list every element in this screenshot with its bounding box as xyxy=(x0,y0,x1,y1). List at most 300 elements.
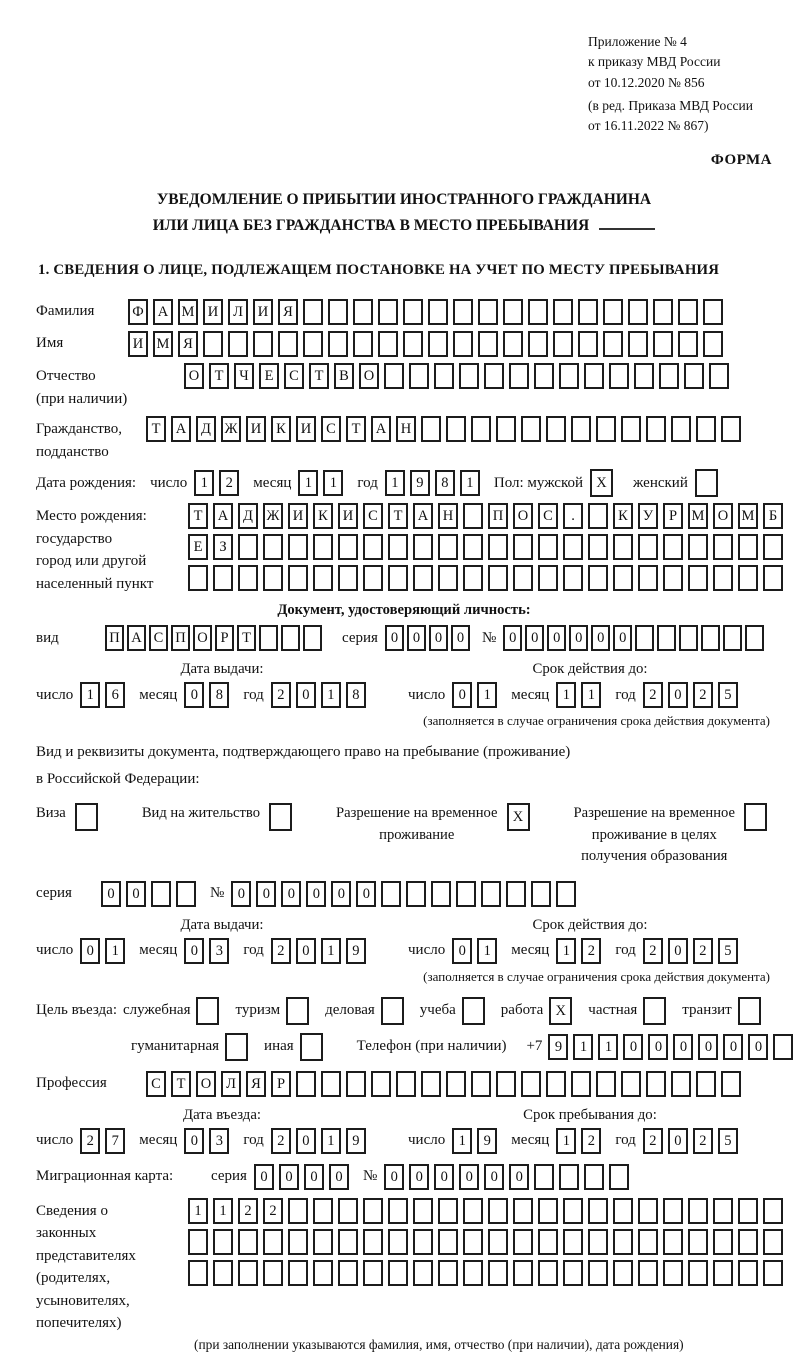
char-box[interactable]: 0 xyxy=(503,625,522,651)
char-box[interactable] xyxy=(703,331,723,357)
char-box[interactable]: М xyxy=(153,331,173,357)
char-box[interactable] xyxy=(588,534,608,560)
char-box[interactable]: 0 xyxy=(668,1128,688,1154)
char-box[interactable]: 2 xyxy=(643,682,663,708)
char-box[interactable] xyxy=(338,1260,358,1286)
char-box[interactable] xyxy=(338,1229,358,1255)
char-box[interactable]: 2 xyxy=(263,1198,283,1224)
char-box[interactable]: 1 xyxy=(188,1198,208,1224)
char-box[interactable] xyxy=(381,997,404,1025)
char-box[interactable] xyxy=(588,565,608,591)
char-box[interactable] xyxy=(328,331,348,357)
char-box[interactable] xyxy=(453,331,473,357)
char-box[interactable]: X xyxy=(549,997,572,1025)
char-box[interactable]: О xyxy=(193,625,212,651)
char-box[interactable]: X xyxy=(590,469,613,497)
char-box[interactable] xyxy=(313,1260,333,1286)
char-box[interactable] xyxy=(538,1260,558,1286)
char-box[interactable]: 2 xyxy=(581,938,601,964)
char-box[interactable] xyxy=(696,416,716,442)
char-box[interactable] xyxy=(678,331,698,357)
char-box[interactable] xyxy=(463,565,483,591)
char-box[interactable]: 9 xyxy=(548,1034,568,1060)
char-box[interactable] xyxy=(713,565,733,591)
char-box[interactable]: 2 xyxy=(80,1128,100,1154)
char-box[interactable]: Т xyxy=(309,363,329,389)
char-box[interactable]: 0 xyxy=(331,881,351,907)
char-box[interactable] xyxy=(413,565,433,591)
char-box[interactable] xyxy=(388,1260,408,1286)
char-box[interactable] xyxy=(663,534,683,560)
char-box[interactable] xyxy=(228,331,248,357)
char-box[interactable] xyxy=(563,534,583,560)
char-box[interactable]: 5 xyxy=(718,1128,738,1154)
char-box[interactable] xyxy=(763,565,783,591)
char-box[interactable] xyxy=(462,997,485,1025)
char-box[interactable]: Л xyxy=(228,299,248,325)
char-box[interactable] xyxy=(763,534,783,560)
char-box[interactable]: 0 xyxy=(296,682,316,708)
char-box[interactable] xyxy=(546,416,566,442)
char-box[interactable]: Е xyxy=(259,363,279,389)
char-box[interactable] xyxy=(363,1229,383,1255)
char-box[interactable] xyxy=(738,997,761,1025)
char-box[interactable]: Л xyxy=(221,1071,241,1097)
char-box[interactable] xyxy=(553,299,573,325)
char-box[interactable] xyxy=(363,1198,383,1224)
char-box[interactable]: 0 xyxy=(356,881,376,907)
char-box[interactable]: 1 xyxy=(452,1128,472,1154)
char-box[interactable]: Н xyxy=(396,416,416,442)
char-box[interactable] xyxy=(603,331,623,357)
char-box[interactable] xyxy=(488,1260,508,1286)
char-box[interactable] xyxy=(446,1071,466,1097)
char-box[interactable]: 0 xyxy=(184,682,204,708)
char-box[interactable] xyxy=(613,1229,633,1255)
char-box[interactable]: 2 xyxy=(271,1128,291,1154)
char-box[interactable]: 2 xyxy=(643,1128,663,1154)
char-box[interactable]: П xyxy=(105,625,124,651)
char-box[interactable]: Т xyxy=(346,416,366,442)
char-box[interactable] xyxy=(638,1229,658,1255)
char-box[interactable]: 0 xyxy=(484,1164,504,1190)
char-box[interactable]: 0 xyxy=(668,682,688,708)
char-box[interactable] xyxy=(488,1198,508,1224)
char-box[interactable] xyxy=(521,416,541,442)
char-box[interactable] xyxy=(553,331,573,357)
char-box[interactable] xyxy=(188,565,208,591)
char-box[interactable] xyxy=(603,299,623,325)
char-box[interactable]: 9 xyxy=(346,1128,366,1154)
char-box[interactable]: 1 xyxy=(573,1034,593,1060)
char-box[interactable] xyxy=(263,534,283,560)
char-box[interactable] xyxy=(688,565,708,591)
char-box[interactable] xyxy=(703,299,723,325)
char-box[interactable]: 6 xyxy=(105,682,125,708)
char-box[interactable] xyxy=(638,1260,658,1286)
char-box[interactable] xyxy=(609,363,629,389)
char-box[interactable] xyxy=(471,1071,491,1097)
char-box[interactable]: Ж xyxy=(263,503,283,529)
char-box[interactable] xyxy=(363,1260,383,1286)
char-box[interactable]: 1 xyxy=(321,1128,341,1154)
char-box[interactable]: 0 xyxy=(668,938,688,964)
char-box[interactable] xyxy=(628,299,648,325)
char-box[interactable] xyxy=(663,565,683,591)
char-box[interactable] xyxy=(563,1260,583,1286)
char-box[interactable]: Р xyxy=(663,503,683,529)
char-box[interactable] xyxy=(300,1033,323,1061)
char-box[interactable]: 0 xyxy=(525,625,544,651)
char-box[interactable]: 0 xyxy=(459,1164,479,1190)
char-box[interactable]: 0 xyxy=(673,1034,693,1060)
char-box[interactable] xyxy=(371,1071,391,1097)
char-box[interactable] xyxy=(428,331,448,357)
char-box[interactable] xyxy=(463,1260,483,1286)
char-box[interactable] xyxy=(381,881,401,907)
char-box[interactable]: 2 xyxy=(581,1128,601,1154)
char-box[interactable] xyxy=(196,997,219,1025)
char-box[interactable] xyxy=(738,534,758,560)
char-box[interactable]: 2 xyxy=(238,1198,258,1224)
char-box[interactable] xyxy=(509,363,529,389)
char-box[interactable] xyxy=(363,534,383,560)
char-box[interactable]: И xyxy=(338,503,358,529)
char-box[interactable] xyxy=(213,1260,233,1286)
char-box[interactable] xyxy=(438,1229,458,1255)
char-box[interactable] xyxy=(657,625,676,651)
char-box[interactable] xyxy=(628,331,648,357)
char-box[interactable] xyxy=(288,565,308,591)
char-box[interactable] xyxy=(744,803,767,831)
char-box[interactable]: 0 xyxy=(281,881,301,907)
char-box[interactable] xyxy=(151,881,171,907)
char-box[interactable] xyxy=(588,503,608,529)
char-box[interactable] xyxy=(238,1260,258,1286)
char-box[interactable] xyxy=(723,625,742,651)
char-box[interactable]: 3 xyxy=(209,938,229,964)
char-box[interactable] xyxy=(713,1229,733,1255)
char-box[interactable] xyxy=(281,625,300,651)
char-box[interactable]: Н xyxy=(438,503,458,529)
char-box[interactable]: А xyxy=(127,625,146,651)
char-box[interactable] xyxy=(688,1229,708,1255)
char-box[interactable]: 0 xyxy=(569,625,588,651)
char-box[interactable] xyxy=(679,625,698,651)
char-box[interactable]: Ф xyxy=(128,299,148,325)
char-box[interactable]: 0 xyxy=(748,1034,768,1060)
char-box[interactable]: 5 xyxy=(718,682,738,708)
char-box[interactable]: 1 xyxy=(298,470,318,496)
char-box[interactable] xyxy=(463,503,483,529)
char-box[interactable] xyxy=(421,416,441,442)
char-box[interactable] xyxy=(613,1198,633,1224)
char-box[interactable]: И xyxy=(246,416,266,442)
char-box[interactable]: 1 xyxy=(598,1034,618,1060)
char-box[interactable] xyxy=(634,363,654,389)
char-box[interactable]: 2 xyxy=(693,682,713,708)
char-box[interactable]: 0 xyxy=(407,625,426,651)
char-box[interactable] xyxy=(378,331,398,357)
char-box[interactable]: 0 xyxy=(256,881,276,907)
char-box[interactable] xyxy=(663,1260,683,1286)
char-box[interactable] xyxy=(259,625,278,651)
char-box[interactable]: 0 xyxy=(329,1164,349,1190)
char-box[interactable] xyxy=(438,534,458,560)
char-box[interactable]: Т xyxy=(209,363,229,389)
char-box[interactable] xyxy=(353,299,373,325)
char-box[interactable] xyxy=(278,331,298,357)
char-box[interactable]: Д xyxy=(196,416,216,442)
char-box[interactable] xyxy=(238,534,258,560)
char-box[interactable] xyxy=(263,565,283,591)
char-box[interactable]: 1 xyxy=(556,682,576,708)
char-box[interactable] xyxy=(559,1164,579,1190)
char-box[interactable]: В xyxy=(334,363,354,389)
char-box[interactable]: 1 xyxy=(477,938,497,964)
char-box[interactable] xyxy=(238,565,258,591)
char-box[interactable] xyxy=(188,1229,208,1255)
char-box[interactable] xyxy=(496,416,516,442)
char-box[interactable]: 0 xyxy=(698,1034,718,1060)
char-box[interactable]: И xyxy=(288,503,308,529)
char-box[interactable]: 7 xyxy=(105,1128,125,1154)
char-box[interactable]: О xyxy=(184,363,204,389)
char-box[interactable]: А xyxy=(213,503,233,529)
char-box[interactable]: 0 xyxy=(434,1164,454,1190)
char-box[interactable]: 0 xyxy=(304,1164,324,1190)
char-box[interactable]: 1 xyxy=(80,682,100,708)
char-box[interactable]: 9 xyxy=(346,938,366,964)
char-box[interactable] xyxy=(321,1071,341,1097)
char-box[interactable] xyxy=(613,1260,633,1286)
char-box[interactable] xyxy=(338,534,358,560)
char-box[interactable] xyxy=(413,534,433,560)
char-box[interactable] xyxy=(538,1198,558,1224)
char-box[interactable]: 1 xyxy=(581,682,601,708)
char-box[interactable]: 2 xyxy=(693,1128,713,1154)
char-box[interactable]: 0 xyxy=(279,1164,299,1190)
char-box[interactable]: П xyxy=(171,625,190,651)
char-box[interactable] xyxy=(613,534,633,560)
char-box[interactable] xyxy=(496,1071,516,1097)
char-box[interactable]: С xyxy=(146,1071,166,1097)
char-box[interactable] xyxy=(288,1198,308,1224)
char-box[interactable]: 1 xyxy=(213,1198,233,1224)
char-box[interactable] xyxy=(763,1198,783,1224)
char-box[interactable] xyxy=(463,534,483,560)
char-box[interactable]: 9 xyxy=(477,1128,497,1154)
char-box[interactable]: 0 xyxy=(126,881,146,907)
char-box[interactable]: А xyxy=(413,503,433,529)
char-box[interactable] xyxy=(459,363,479,389)
char-box[interactable]: 1 xyxy=(556,1128,576,1154)
char-box[interactable]: У xyxy=(638,503,658,529)
char-box[interactable] xyxy=(621,1071,641,1097)
char-box[interactable] xyxy=(296,1071,316,1097)
char-box[interactable]: 0 xyxy=(80,938,100,964)
char-box[interactable]: К xyxy=(313,503,333,529)
char-box[interactable]: 2 xyxy=(643,938,663,964)
char-box[interactable]: 2 xyxy=(693,938,713,964)
char-box[interactable] xyxy=(438,1260,458,1286)
char-box[interactable] xyxy=(413,1229,433,1255)
char-box[interactable] xyxy=(338,1198,358,1224)
char-box[interactable]: 0 xyxy=(254,1164,274,1190)
char-box[interactable] xyxy=(721,416,741,442)
char-box[interactable]: К xyxy=(613,503,633,529)
char-box[interactable]: П xyxy=(488,503,508,529)
char-box[interactable] xyxy=(409,363,429,389)
char-box[interactable] xyxy=(384,363,404,389)
char-box[interactable] xyxy=(488,565,508,591)
char-box[interactable]: Т xyxy=(188,503,208,529)
char-box[interactable] xyxy=(621,416,641,442)
char-box[interactable] xyxy=(463,1198,483,1224)
char-box[interactable] xyxy=(763,1260,783,1286)
char-box[interactable] xyxy=(478,331,498,357)
char-box[interactable] xyxy=(538,565,558,591)
char-box[interactable] xyxy=(438,1198,458,1224)
char-box[interactable] xyxy=(288,1229,308,1255)
char-box[interactable]: Ч xyxy=(234,363,254,389)
char-box[interactable]: 1 xyxy=(105,938,125,964)
char-box[interactable]: Р xyxy=(215,625,234,651)
char-box[interactable] xyxy=(456,881,476,907)
char-box[interactable]: 0 xyxy=(385,625,404,651)
char-box[interactable] xyxy=(531,881,551,907)
char-box[interactable] xyxy=(646,416,666,442)
char-box[interactable]: 0 xyxy=(547,625,566,651)
char-box[interactable] xyxy=(688,1198,708,1224)
char-box[interactable] xyxy=(713,1198,733,1224)
char-box[interactable] xyxy=(738,565,758,591)
char-box[interactable]: Б xyxy=(763,503,783,529)
char-box[interactable]: 1 xyxy=(460,470,480,496)
char-box[interactable] xyxy=(484,363,504,389)
char-box[interactable]: 0 xyxy=(184,1128,204,1154)
char-box[interactable] xyxy=(506,881,526,907)
char-box[interactable]: Д xyxy=(238,503,258,529)
char-box[interactable]: 0 xyxy=(384,1164,404,1190)
char-box[interactable] xyxy=(434,363,454,389)
char-box[interactable]: И xyxy=(128,331,148,357)
char-box[interactable]: К xyxy=(271,416,291,442)
char-box[interactable]: 0 xyxy=(306,881,326,907)
char-box[interactable] xyxy=(588,1229,608,1255)
char-box[interactable] xyxy=(303,625,322,651)
char-box[interactable] xyxy=(188,1260,208,1286)
char-box[interactable] xyxy=(534,1164,554,1190)
char-box[interactable] xyxy=(773,1034,793,1060)
char-box[interactable] xyxy=(328,299,348,325)
char-box[interactable] xyxy=(556,881,576,907)
char-box[interactable]: 0 xyxy=(648,1034,668,1060)
char-box[interactable] xyxy=(313,1229,333,1255)
char-box[interactable]: 0 xyxy=(452,682,472,708)
char-box[interactable] xyxy=(396,1071,416,1097)
char-box[interactable]: С xyxy=(149,625,168,651)
char-box[interactable] xyxy=(513,1260,533,1286)
char-box[interactable]: 0 xyxy=(723,1034,743,1060)
char-box[interactable]: 1 xyxy=(385,470,405,496)
char-box[interactable]: 1 xyxy=(323,470,343,496)
char-box[interactable] xyxy=(446,416,466,442)
char-box[interactable]: И xyxy=(203,299,223,325)
char-box[interactable] xyxy=(403,331,423,357)
char-box[interactable] xyxy=(253,331,273,357)
char-box[interactable] xyxy=(313,565,333,591)
char-box[interactable] xyxy=(238,1229,258,1255)
char-box[interactable] xyxy=(263,1229,283,1255)
char-box[interactable]: Я xyxy=(178,331,198,357)
char-box[interactable]: С xyxy=(363,503,383,529)
char-box[interactable]: 8 xyxy=(435,470,455,496)
char-box[interactable]: О xyxy=(196,1071,216,1097)
char-box[interactable]: О xyxy=(359,363,379,389)
char-box[interactable] xyxy=(534,363,554,389)
char-box[interactable] xyxy=(528,299,548,325)
char-box[interactable] xyxy=(609,1164,629,1190)
char-box[interactable]: Е xyxy=(188,534,208,560)
char-box[interactable]: 0 xyxy=(429,625,448,651)
char-box[interactable] xyxy=(513,1229,533,1255)
char-box[interactable] xyxy=(528,331,548,357)
char-box[interactable]: 0 xyxy=(296,1128,316,1154)
char-box[interactable] xyxy=(338,565,358,591)
char-box[interactable] xyxy=(738,1198,758,1224)
char-box[interactable] xyxy=(563,565,583,591)
char-box[interactable] xyxy=(638,1198,658,1224)
char-box[interactable]: 1 xyxy=(194,470,214,496)
char-box[interactable] xyxy=(431,881,451,907)
char-box[interactable] xyxy=(584,1164,604,1190)
char-box[interactable] xyxy=(643,997,666,1025)
char-box[interactable] xyxy=(559,363,579,389)
char-box[interactable]: 8 xyxy=(346,682,366,708)
char-box[interactable] xyxy=(213,1229,233,1255)
char-box[interactable]: 0 xyxy=(452,938,472,964)
char-box[interactable]: Т xyxy=(237,625,256,651)
char-box[interactable]: 0 xyxy=(184,938,204,964)
char-box[interactable] xyxy=(588,1260,608,1286)
char-box[interactable] xyxy=(413,1260,433,1286)
char-box[interactable] xyxy=(488,534,508,560)
char-box[interactable] xyxy=(488,1229,508,1255)
char-box[interactable] xyxy=(521,1071,541,1097)
char-box[interactable]: О xyxy=(713,503,733,529)
char-box[interactable]: 2 xyxy=(271,682,291,708)
char-box[interactable] xyxy=(388,534,408,560)
char-box[interactable] xyxy=(213,565,233,591)
char-box[interactable]: О xyxy=(513,503,533,529)
char-box[interactable] xyxy=(75,803,98,831)
char-box[interactable]: 2 xyxy=(219,470,239,496)
char-box[interactable] xyxy=(713,534,733,560)
char-box[interactable]: 1 xyxy=(477,682,497,708)
char-box[interactable]: 0 xyxy=(509,1164,529,1190)
char-box[interactable] xyxy=(653,299,673,325)
char-box[interactable]: 0 xyxy=(101,881,121,907)
char-box[interactable] xyxy=(471,416,491,442)
char-box[interactable] xyxy=(563,1229,583,1255)
char-box[interactable] xyxy=(513,1198,533,1224)
char-box[interactable] xyxy=(571,416,591,442)
char-box[interactable] xyxy=(684,363,704,389)
char-box[interactable] xyxy=(745,625,764,651)
char-box[interactable] xyxy=(671,416,691,442)
char-box[interactable]: И xyxy=(296,416,316,442)
